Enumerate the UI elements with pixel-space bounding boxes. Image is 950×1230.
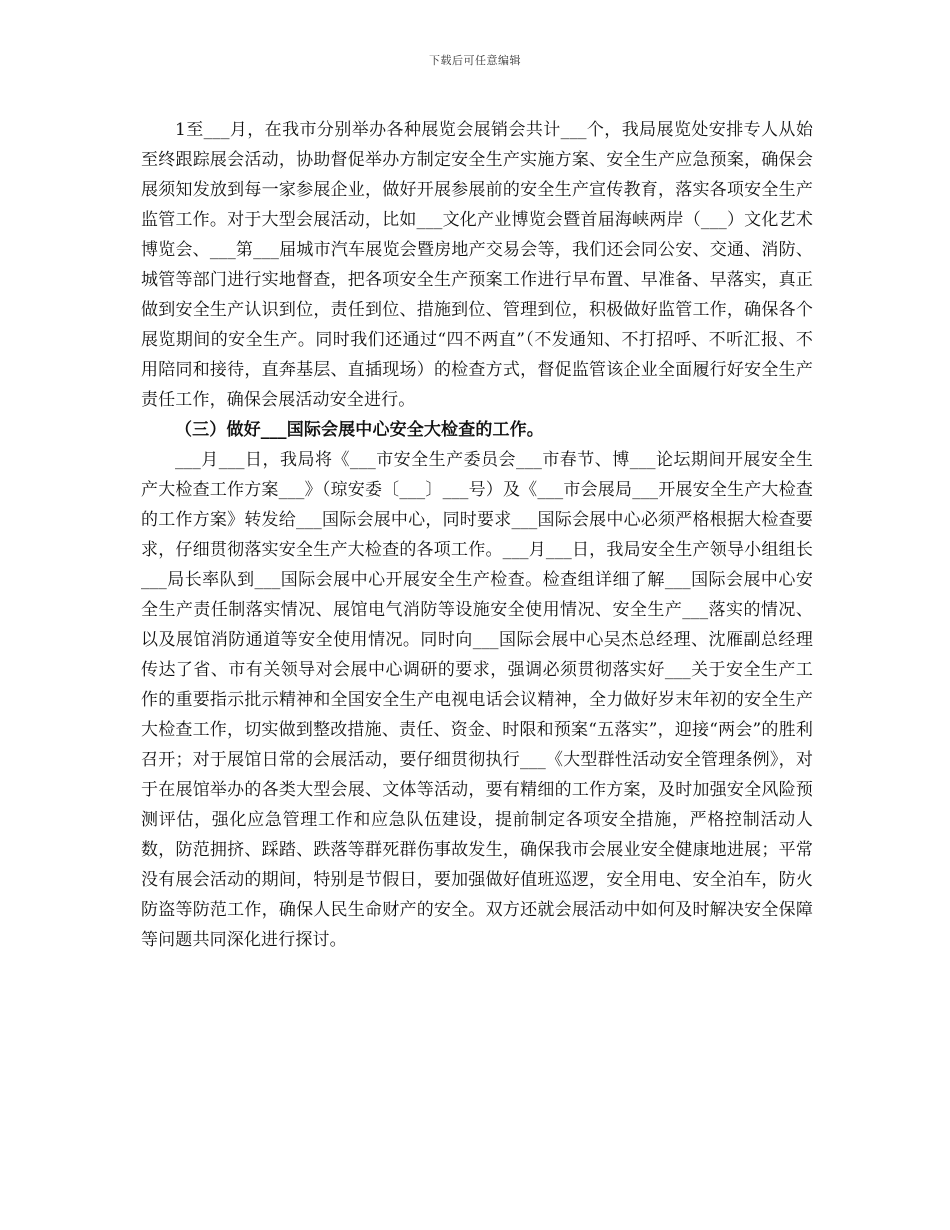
document-body [141,115,813,955]
paragraph-exhibition-supervision: 1至___月，在我市分别举办各种展览会展销会共计___个，我局展览处安排专人从始至终跟踪展会活动，协助督促举办方制定安全生产实施方案、安全生产应急预案，确保会展须知发放到每一家参展企业，做好开展参展前的安全生产宣传教育，落实各项安全生产监管工作。对于大型会展活动，比如___文化产业博览会暨首届海峡两岸（___）文化艺术博览会、___第___届城市汽车展览会暨房地产交易会等，我们还会同公安、交通、消防、城管等部门进行实地督查，把各项安全生产预案工作进行早布置、早准备、早落实，真正做到安全生产认识到位，责任到位、措施到位、管理到位，积极做好监管工作，确保各个展览期间的安全生产。同时我们还通过“四不两直”（不发通知、不打招呼、不听汇报、不用陪同和接待，直奔基层、直插现场）的检查方式，督促监管该企业全面履行好安全生产责任工作，确保会展活动安全进行。 [141,120,813,410]
paragraph-inspection-details: ___月___日，我局将《___市安全生产委员会___市春节、博___论坛期间开展安全生产大检查工作方案___》（琼安委〔___〕___号）及《___市会展局___开展安全生产大检查的工作方案》转发给___国际会展中心，同时要求___国际会展中心必须严格根据大检查要求，仔细贯彻落实安全生产大检查的各项工作。___月___日，我局安全生产领导小组组长___局长率队到___国际会展中心开展安全生产检查。检查组详细了解___国际会展中心安全生产责任制落实情况、展馆电气消防等设施安全使用情况、安全生产___落实的情况、以及展馆消防通道等安全使用情况。同时向___国际会展中心吴杰总经理、沈雁副总经理传达了省、市有关领导对会展中心调研的要求，强调必须贯彻落实好___关于安全生产工作的重要指示批示精神和全国安全生产电视电话会议精神，全力做好岁末年初的安全生产大检查工作，切实做到整改措施、责任、资金、时限和预案“五落实”，迎接“两会”的胜利召开；对于展馆日常的会展活动，要仔细贯彻执行___《大型群性活动安全管理条例》，对于在展馆举办的各类大型会展、文体等活动，要有精细的工作方案，及时加强安全风险预测评估，强化应急管理工作和应急队伍建设，提前制定各项安全措施，严格控制活动人数，防范拥挤、踩踏、跌落等群死群伤事故发生，确保我市会展业安全健康地进展；平常没有展会活动的期间，特别是节假日，要加强做好值班巡逻，安全用电、安全泊车，防火防盗等防范工作，确保人民生命财产的安全。双方还就会展活动中如何及时解决安全保障等问题共同深化进行探讨。 [141,450,813,950]
page-header: 下载后可任意编辑 [429,54,521,67]
section-heading-inspection: （三）做好___国际会展中心安全大检查的工作。 [175,420,544,440]
